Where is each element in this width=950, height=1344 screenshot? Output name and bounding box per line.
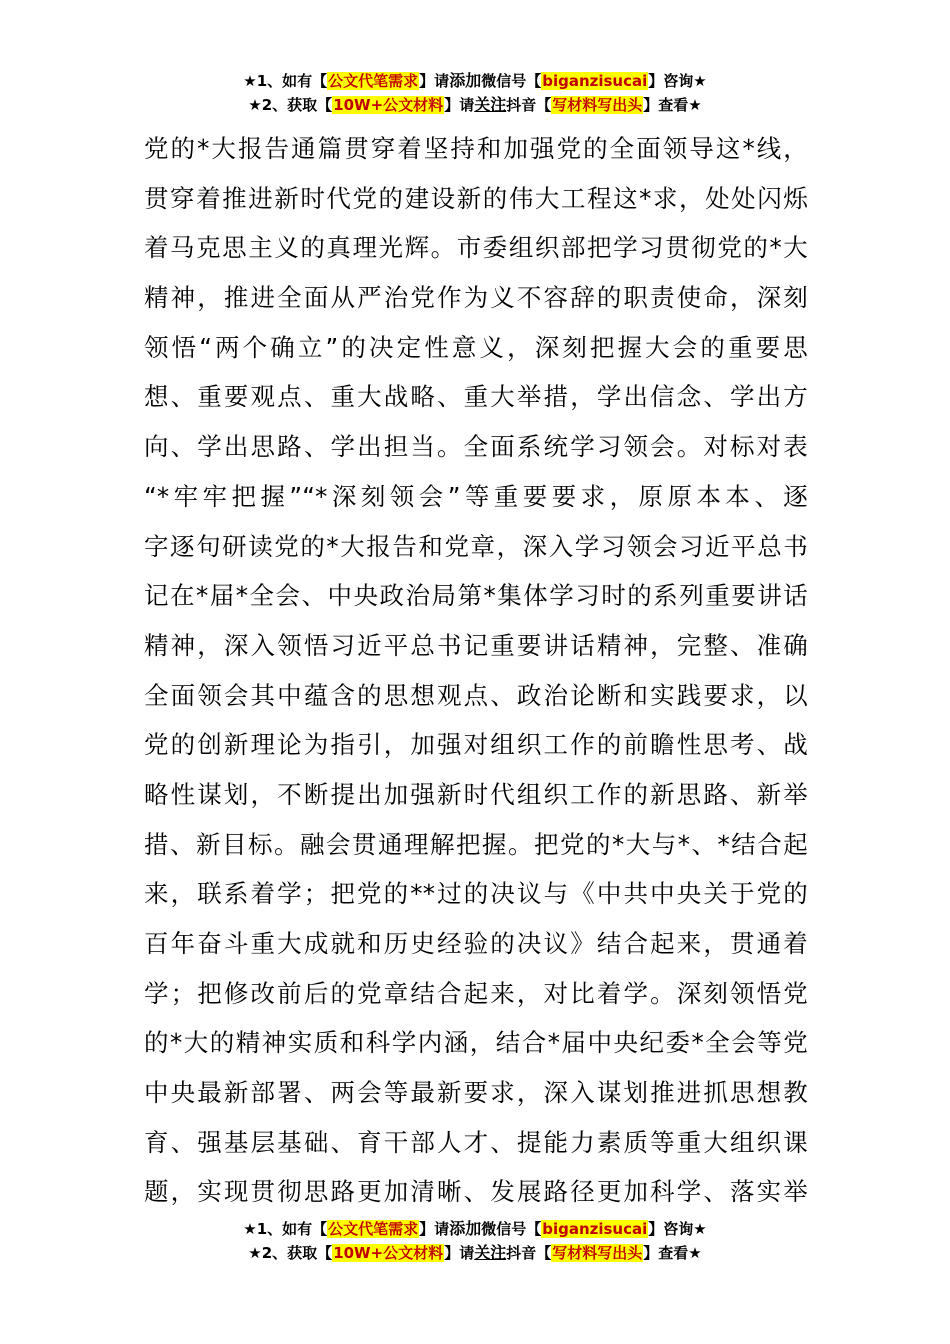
body-line: 百年奋斗重大成就和历史经验的决议》结合起来，贯通着 — [144, 929, 808, 958]
highlight-materials: 10W+公文材料 — [333, 96, 444, 114]
notice-text: 】查看★ — [643, 96, 702, 114]
notice-text: 微信号【 — [481, 1220, 542, 1238]
notice-text: ★2、获取【 — [248, 1244, 333, 1262]
body-line: 题，实现贯彻思路更加清晰、发展路径更加科学、落实举 — [144, 1177, 808, 1207]
body-line: 精神，推进全面从严治党作为义不容辞的职责使命，深刻 — [144, 283, 808, 313]
body-line: 来，联系着学；把党的**过的决议与《中共中央关于党的 — [144, 879, 808, 909]
notice-text: 】请 — [444, 96, 475, 114]
notice-line-1 — [0, 1218, 950, 1242]
emphasis-follow: 关注 — [474, 1243, 507, 1262]
footer-notice — [0, 1218, 950, 1266]
wechat-account: biganzisucai — [542, 72, 648, 90]
notice-text: 抖音【 — [506, 96, 552, 114]
notice-text: 抖音【 — [506, 1244, 552, 1262]
body-line: 全面领会其中蕴含的思想观点、政治论断和实践要求，以 — [144, 680, 808, 710]
body-line: 学；把修改前后的党章结合起来，对比着学。深刻领悟党 — [144, 978, 808, 1008]
body-line: 略性谋划，不断提出加强新时代组织工作的新思路、新举 — [144, 779, 808, 809]
highlight-service: 公文代笔需求 — [328, 72, 419, 90]
body-line: 的*大的精神实质和科学内涵，结合*届中央纪委*全会等党 — [144, 1028, 808, 1058]
body-line: 党的*大报告通篇贯穿着坚持和加强党的全面领导这*线， — [144, 134, 808, 163]
body-line: 贯穿着推进新时代党的建设新的伟大工程这*求，处处闪烁 — [144, 183, 808, 213]
notice-text: 微信号【 — [481, 72, 542, 90]
notice-line-2 — [0, 1242, 950, 1266]
body-line: 党的创新理论为指引，加强对组织工作的前瞻性思考、战 — [144, 730, 808, 760]
body-line: “*牢牢把握”“*深刻领会”等重要要求，原原本本、逐 — [144, 481, 808, 511]
body-line: 字逐句研读党的*大报告和党章，深入学习领会习近平总书 — [144, 531, 808, 561]
header-notice — [0, 70, 950, 118]
highlight-materials: 10W+公文材料 — [333, 1244, 444, 1262]
notice-text: 】咨询★ — [648, 72, 707, 90]
emphasis-add: 添加 — [449, 1219, 482, 1238]
body-line: 向、学出思路、学出担当。全面系统学习领会。对标对表 — [144, 432, 808, 462]
douyin-account: 写材料写出头 — [552, 96, 643, 114]
notice-text: ★1、如有【 — [243, 1220, 328, 1238]
body-line: 中央最新部署、两会等最新要求，深入谋划推进抓思想教 — [144, 1078, 808, 1108]
wechat-account: biganzisucai — [542, 1220, 648, 1238]
notice-text: ★1、如有【 — [243, 72, 328, 90]
notice-line-1 — [0, 70, 950, 94]
body-line: 想、重要观点、重大战略、重大举措，学出信念、学出方 — [144, 382, 808, 412]
body-line: 措、新目标。融会贯通理解把握。把党的*大与*、*结合起 — [144, 829, 808, 859]
body-line: 育、强基层基础、育干部人才、提能力素质等重大组织课 — [144, 1127, 808, 1157]
notice-text: ★2、获取【 — [248, 96, 333, 114]
body-line: 着马克思主义的真理光辉。市委组织部把学习贯彻党的*大 — [144, 233, 808, 263]
emphasis-add: 添加 — [449, 71, 482, 90]
notice-text: 】请 — [444, 1244, 475, 1262]
notice-line-2 — [0, 94, 950, 118]
body-line: 记在*届*全会、中央政治局第*集体学习时的系列重要讲话 — [144, 581, 808, 611]
douyin-account: 写材料写出头 — [552, 1244, 643, 1262]
document-body — [144, 124, 808, 1217]
body-line: 领悟“两个确立”的决定性意义，深刻把握大会的重要思 — [144, 332, 808, 362]
notice-text: 】请 — [419, 1220, 450, 1238]
notice-text: 】咨询★ — [648, 1220, 707, 1238]
emphasis-follow: 关注 — [474, 95, 507, 114]
body-line: 精神，深入领悟习近平总书记重要讲话精神，完整、准确 — [144, 630, 808, 660]
highlight-service: 公文代笔需求 — [328, 1220, 419, 1238]
notice-text: 】查看★ — [643, 1244, 702, 1262]
notice-text: 】请 — [419, 72, 450, 90]
